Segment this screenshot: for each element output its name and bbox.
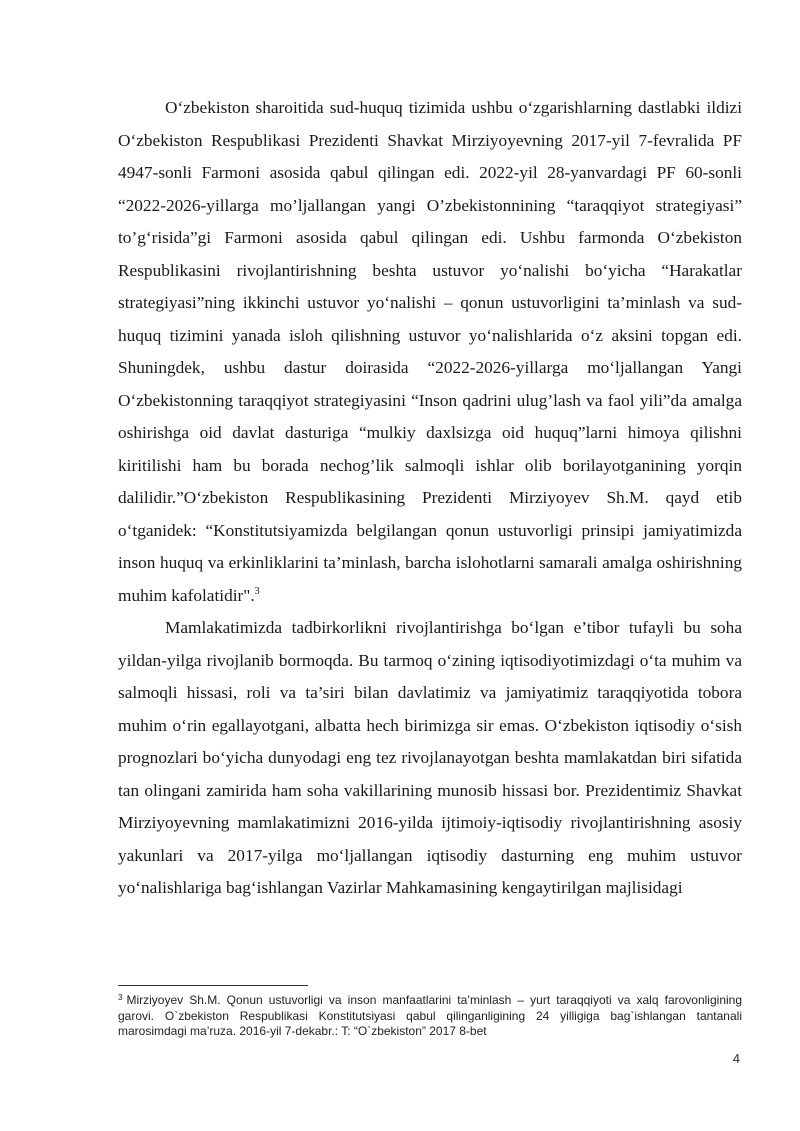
paragraph-2 (118, 612, 742, 905)
footnote-text: Mirziyoyev Sh.M. Qonun ustuvorligi va inson manfaatlarini ta’minlash – yurt taraqqiyoti va xalq farovonligining garovi. O`zbekiston Respublikasi Konstitutsiyasi qabul qilinganligining 24 yilligiga bag`ishlangan tantanali marosimdagi ma’ruza. 2016-yil 7-dekabr.: T: “O`zbekiston” 2017 8-bet (118, 993, 742, 1038)
paragraph-1 (118, 92, 742, 612)
footnote-separator (118, 985, 308, 986)
paragraph-1-text: O‘zbekiston sharoitida sud-huquq tizimida ushbu o‘zgarishlarning dastlabki ildizi O‘zbekiston Respublikasi Prezidenti Shavkat Mirziyoyevning 2017-yil 7-fevralida PF 4947-sonli Farmoni asosida qabul qilingan edi. 2022-yil 28-yanvardagi PF 60-sonli “2022-2026-yillarga mo’ljallangan yangi O’zbekistonnining “taraqqiyot strategiyasi” to’g‘risida”gi Farmoni asosida qabul qilingan edi. Ushbu farmonda O‘zbekiston Respublikasini rivojlantirishning beshta ustuvor yo‘nalishi bo‘yicha “Harakatlar strategiyasi”ning ikkinchi ustuvor yo‘nalishi – qonun ustuvorligini ta’minlash va sud-huquq tizimini yanada isloh qilishning ustuvor yo‘nalishlarida o‘z aksini topgan edi. Shuningdek, ushbu dastur doirasida “2022-2026-yillarga mo‘ljallangan Yangi O‘zbekistonning taraqqiyot strategiyasini “Inson qadrini ulug’lash va faol yili”da amalga oshirishga oid davlat dasturiga “mulkiy daxlsizga oid huquq”larni himoya qilishni kiritilishi ham bu borada nechog’lik salmoqli ishlar olib borilayotganining yorqin dalilidir.”O‘zbekiston Respublikasining Prezidenti Mirziyoyev Sh.M. qayd etib o‘tganidek: “Konstitutsiyamizda belgilangan qonun ustuvorligi prinsipi jamiyatimizda inson huquq va erkinliklarini ta’minlash, barcha islohotlarni samarali amalga oshirishning muhim kafolatidir". (118, 98, 742, 605)
footnote-reference[interactable]: 3 (254, 585, 260, 597)
footnote-number: 3 (118, 993, 123, 1002)
body-text (118, 92, 742, 905)
page-number: 4 (732, 1051, 740, 1066)
footnote (118, 993, 742, 1040)
paragraph-2-text: Mamlakatimizda tadbirkorlikni rivojlantirishga bo‘lgan e’tibor tufayli bu soha yildan-yilga rivojlanib bormoqda. Bu tarmoq o‘zining iqtisodiyotimizdagi o‘ta muhim va salmoqli hissasi, roli va ta’siri bilan davlatimiz va jamiyatimiz taraqqiyotida tobora muhim o‘rin egallayotgani, albatta hech birimizga sir emas. O‘zbekiston iqtisodiy o‘sish prognozlari bo‘yicha dunyodagi eng tez rivojlanayotgan beshta mamlakatdan biri sifatida tan olingani zamirida ham soha vakillarining munosib hissasi bor. Prezidentimiz Shavkat Mirziyoyevning mamlakatimizni 2016-yilda ijtimoiy-iqtisodiy rivojlantirishning asosiy yakunlari va 2017-yilga mo‘ljallangan iqtisodiy dasturning eng muhim ustuvor yo‘nalishlariga bag‘ishlangan Vazirlar Mahkamasining kengaytirilgan majlisidagi (118, 618, 742, 897)
